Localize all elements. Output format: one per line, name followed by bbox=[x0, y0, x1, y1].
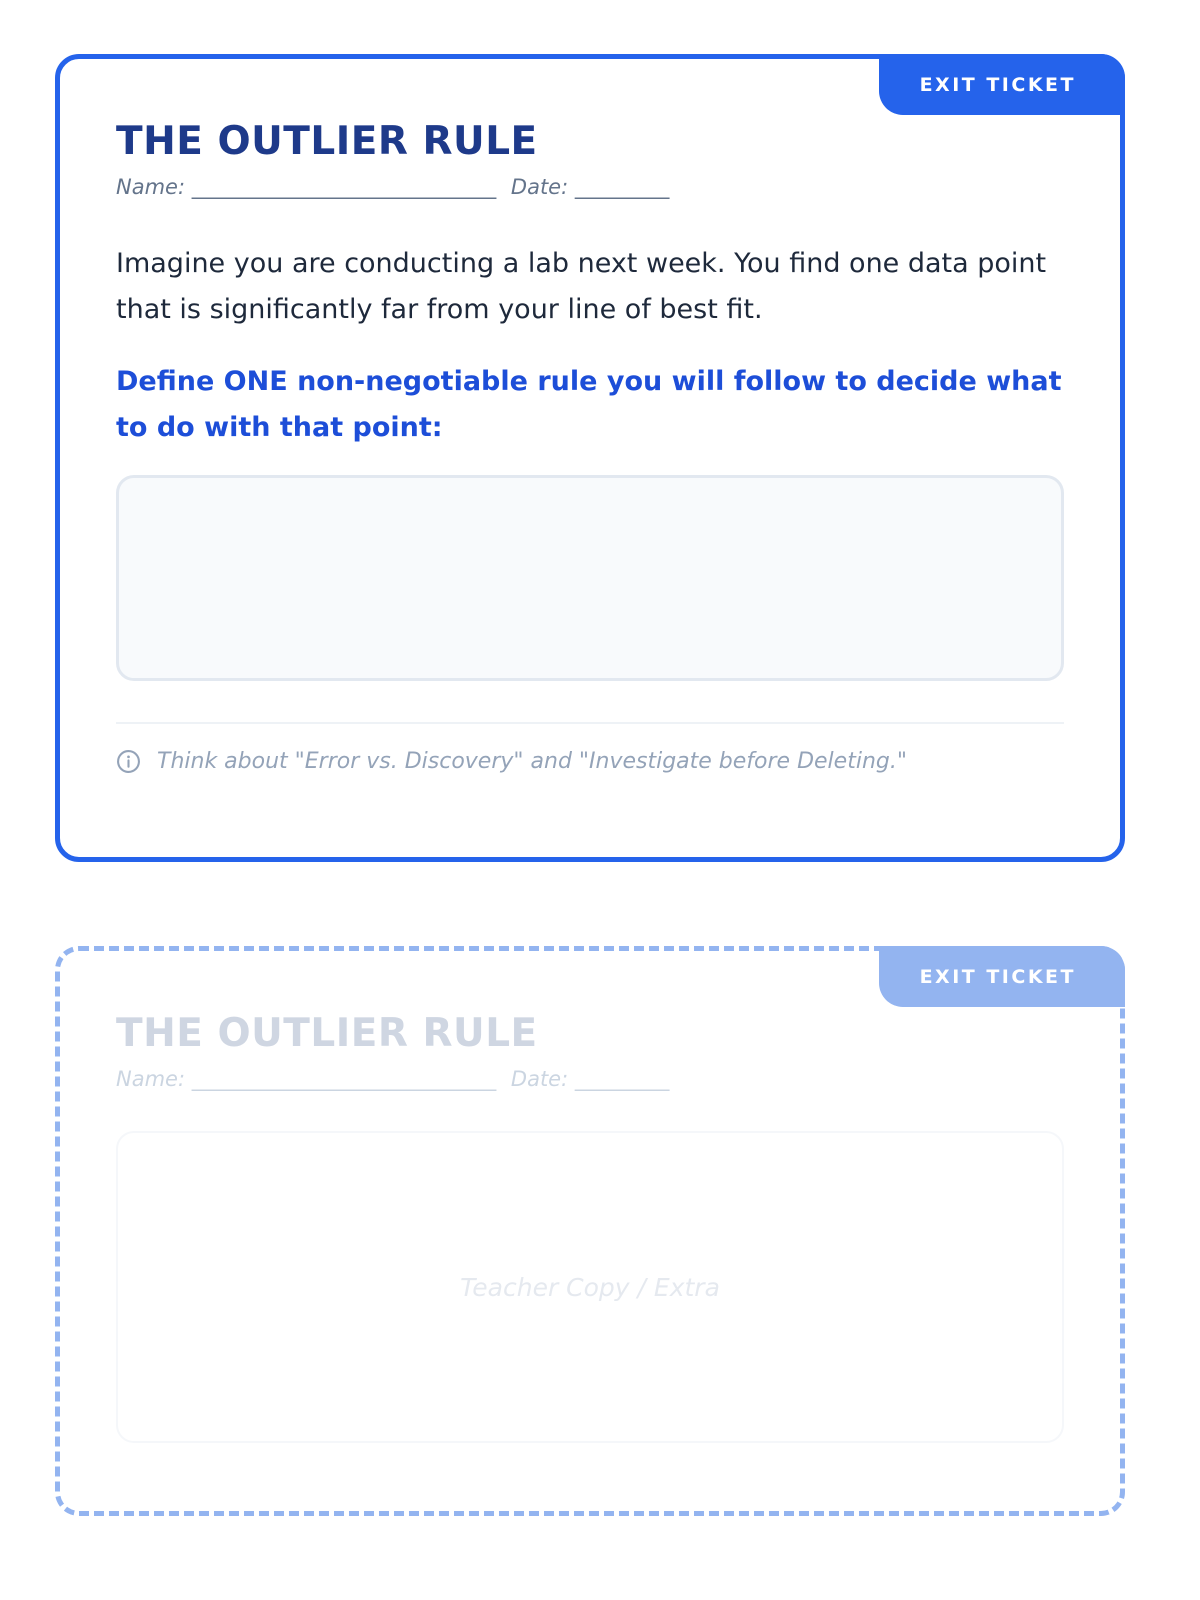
teacher-copy-watermark: Teacher Copy / Extra bbox=[460, 1272, 720, 1302]
date-label: Date: bbox=[510, 1067, 569, 1091]
name-blank[interactable]: _____________________________ bbox=[191, 175, 497, 199]
ticket-title: THE OUTLIER RULE bbox=[116, 119, 538, 164]
hint-row bbox=[116, 749, 907, 774]
exit-ticket-badge: EXIT TICKET bbox=[879, 946, 1125, 1007]
task-instruction: Define ONE non-negotiable rule you will follow to decide what to do with that point: bbox=[116, 366, 1062, 443]
ticket-title: THE OUTLIER RULE bbox=[116, 1011, 538, 1056]
info-circle-icon bbox=[116, 749, 141, 774]
hint-text: Think about "Error vs. Discovery" and "Investigate before Deleting." bbox=[157, 749, 907, 774]
name-label: Name: bbox=[116, 1067, 186, 1091]
exit-ticket-badge: EXIT TICKET bbox=[879, 54, 1125, 115]
name-date-line bbox=[116, 1067, 669, 1091]
answer-box[interactable] bbox=[116, 475, 1064, 681]
exit-ticket-card bbox=[55, 54, 1125, 862]
name-label: Name: bbox=[116, 175, 186, 199]
extra-ticket-card bbox=[55, 946, 1125, 1516]
date-blank[interactable]: _________ bbox=[574, 175, 670, 199]
date-label: Date: bbox=[510, 175, 569, 199]
name-blank: _____________________________ bbox=[191, 1067, 497, 1091]
date-blank: _________ bbox=[574, 1067, 670, 1091]
divider bbox=[116, 722, 1064, 724]
scenario-prompt: Imagine you are conducting a lab next week. You find one data point that is significantly far from your line of best fit. bbox=[116, 248, 1047, 325]
teacher-copy-box bbox=[116, 1131, 1064, 1443]
name-date-line bbox=[116, 175, 669, 199]
